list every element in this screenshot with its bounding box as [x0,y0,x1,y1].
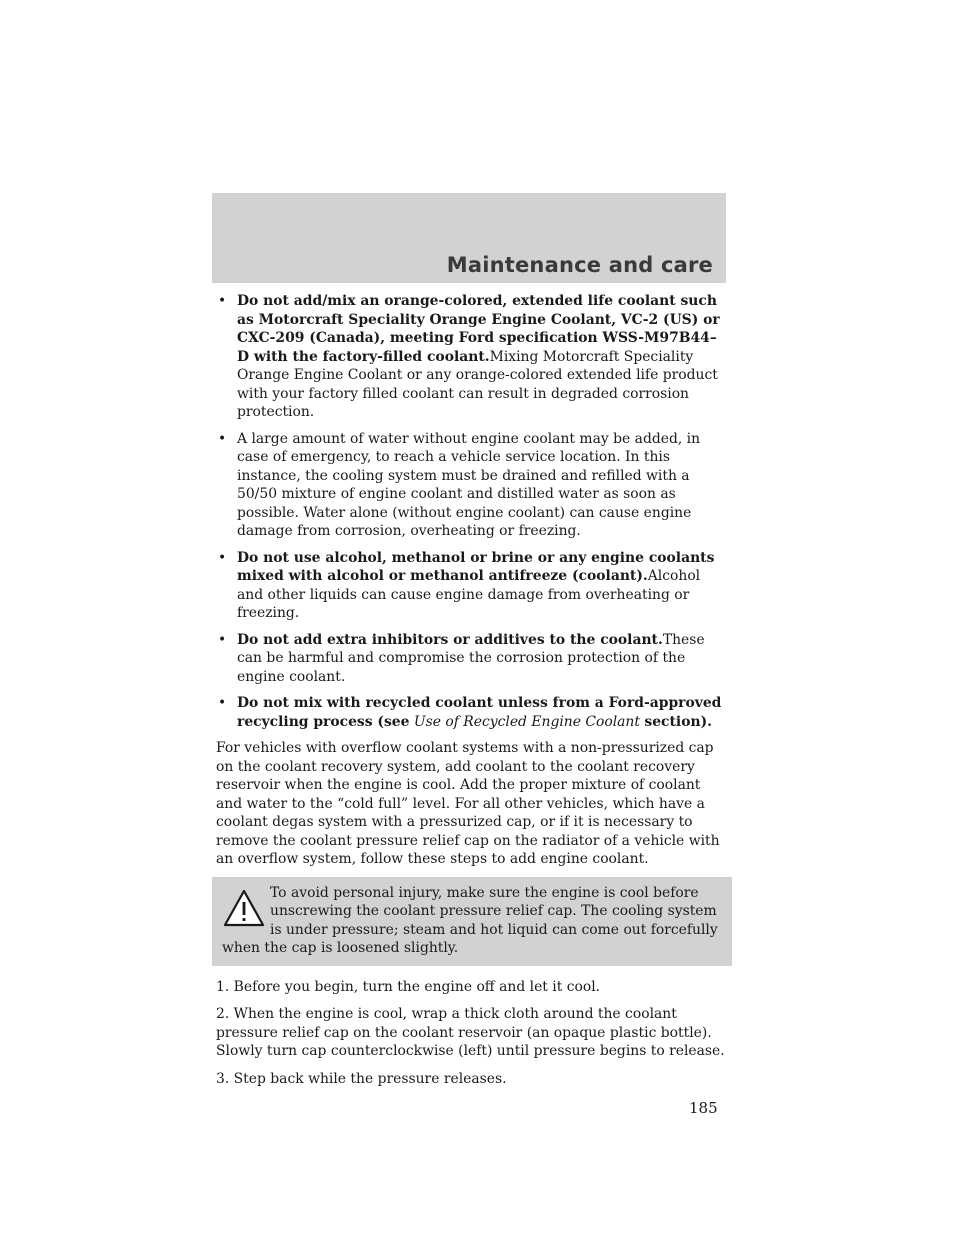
step-item: 3. Step back while the pressure releases. [216,1070,507,1087]
bullet-text: Mixing Motorcraft Speciality Orange Engine Coolant or any orange-colored extended life product with your factory filled coolant can result in degraded corrosion protection. [237,348,718,420]
header-band [212,193,726,283]
bullet-item [216,694,726,731]
bullet-mark: • [218,293,227,309]
bullet-bold-text: Do not add/mix an orange-colored, extended life coolant such as Motorcraft Speciality Orange Engine Coolant, VC-2 (US) or CXC-209 (Canada), meeting Ford specification WSS-M97B44–D with the factory-filled coolant. [237,293,720,365]
bullet-item [216,631,726,687]
bullet-mark: • [218,695,227,711]
bullet-bold-text: Do not mix with recycled coolant unless from a Ford-approved recycling process (see [237,695,722,730]
warning-text: To avoid personal injury, make sure the engine is cool before unscrewing the coolant pressure relief cap. The cooling system is under pressure; steam and hot liquid can come out forcefully when the cap is loosened slightly. [222,884,718,956]
body-paragraph: For vehicles with overflow coolant systems with a non-pressurized cap on the coolant recovery system, add coolant to the coolant recovery reservoir when the engine is cool. Add the proper mixture of coolant and water to the “cold full” level. For all other vehicles, which have a coolant degas system with a pressurized cap, or if it is necessary to remove the coolant pressure relief cap on the radiator of a vehicle with an overflow system, follow these steps to add engine coolant. [216,740,720,867]
bullet-bold-text: Do not use alcohol, methanol or brine or any engine coolants mixed with alcohol or methanol antifreeze (coolant). [237,549,715,584]
step-item: 1. Before you begin, turn the engine off and let it cool. [216,978,601,995]
page-content [216,292,726,1097]
steps-list [216,978,726,1089]
step-item: 2. When the engine is cool, wrap a thick cloth around the coolant pressure relief cap on the coolant reservoir (an opaque plastic bottle). Slowly turn cap counterclockwise (left) until pressure begins to release. [216,1006,725,1059]
bullet-bold-text: Do not add extra inhibitors or additives to the coolant. [237,631,663,648]
warning-triangle-icon [222,888,266,928]
section-reference: Use of Recycled Engine Coolant [413,713,640,730]
bullet-item [216,430,726,541]
section-title: Maintenance and care [446,253,713,277]
bullet-text: A large amount of water without engine coolant may be added, in case of emergency, to reach a vehicle service location. In this instance, the cooling system must be drained and refilled with a 50/50 mixture of engine coolant and distilled water as soon as possible. Water alone (without engine coolant) can cause engine damage from corrosion, overheating or freezing. [237,430,701,539]
bullet-mark: • [218,549,227,566]
bullet-item [216,549,726,623]
bullet-bold-text: section). [644,713,712,730]
bullet-text: Alcohol and other liquids can cause engine damage from overheating or freezing. [237,568,701,621]
bullet-mark: • [218,430,227,447]
warning-box [212,877,732,966]
bullet-text: These can be harmful and compromise the corrosion protection of the engine coolant. [237,631,705,685]
bullet-item [216,292,726,422]
bullet-mark: • [218,631,227,648]
page-number: 185 [689,1099,718,1117]
